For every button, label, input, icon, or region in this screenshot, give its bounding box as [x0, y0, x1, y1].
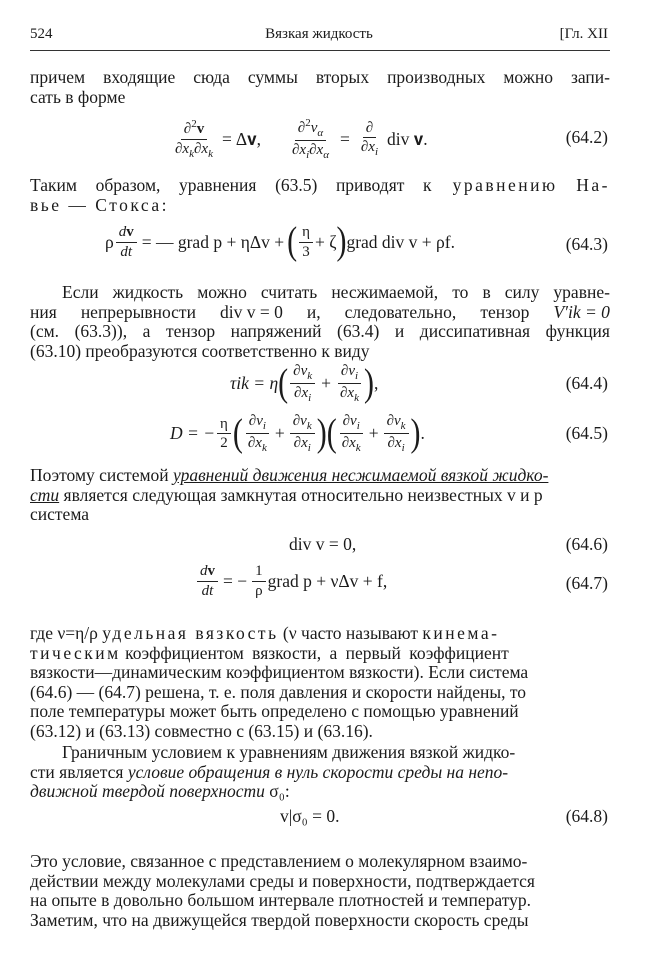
equation-64-8	[30, 806, 610, 828]
paragraph-7-line-2: действии между молекулами среды и поверхности, подтверждается	[30, 870, 535, 891]
equation-64-2	[30, 117, 610, 162]
page-header	[30, 26, 608, 48]
paragraph-5-line-4: (64.6) — (64.7) решена, т. е. поля давления и скорости найдены, то	[30, 681, 526, 702]
fraction: $\frac{\partial^2v_\alpha}{\partial x_i\partial x_\alpha}$	[291, 117, 329, 162]
paragraph-7-line-4: Заметим, что на движущейся твердой поверхности скорость среды	[30, 909, 529, 930]
fraction: $\frac{1}{\rho}$	[252, 563, 266, 599]
equation-64-3-formula: ρ $\frac{dv}{dt}$ = — grad p + ηΔv + ( $\frac{\eta}{3}$ + ζ ) grad div v + ρf.	[105, 219, 455, 263]
equation-number: (64.2)	[565, 127, 608, 147]
page-number: 524	[30, 26, 53, 42]
equation-64-4-formula: τik = η ( $\frac{\partial v_k}{\partial x_i}$ + $\frac{\partial v_i}{\partial x_k}$ ) ,	[230, 361, 379, 405]
paragraph-4-line-3: система	[30, 504, 90, 524]
fraction: $\frac{dv}{dt}$	[116, 224, 137, 260]
paragraph-2-line-1: Таким образом, уравнения (63.5) приводят к уравнению На-	[30, 175, 610, 195]
fraction: $\frac{\partial v_k}{\partial x_i}$	[290, 363, 315, 404]
paragraph-2	[30, 176, 610, 215]
equation-number: (64.6)	[565, 534, 608, 554]
equation-64-5	[30, 413, 610, 453]
paragraph-6	[30, 743, 610, 802]
paragraph-1-line-1: причем входящие сюда суммы вторых производных можно запи-	[30, 67, 610, 87]
equation-64-7-formula: $\frac{dv}{dt}$ = − $\frac{1}{\rho}$ grad p + νΔv + f,	[195, 563, 387, 599]
running-title: Вязкая жидкость	[265, 26, 373, 42]
paragraph-3	[30, 283, 610, 361]
paragraph-5-line-5: поле температуры может быть определено с помощью уравнений	[30, 701, 519, 721]
chapter-label: [Гл. XII	[559, 26, 608, 42]
equation-number: (64.4)	[565, 373, 608, 393]
paragraph-7	[30, 852, 610, 930]
equation-64-6-formula: div v = 0,	[289, 534, 357, 554]
paragraph-3-line-1: Если жидкость можно считать несжимаемой, то в силу уравне-	[62, 282, 610, 302]
fraction: $\frac{\partial v_i}{\partial x_k}$	[339, 413, 364, 454]
paragraph-5-line-1: где ν=η/ρ удельная вязкость (ν часто называют кинема-	[30, 623, 500, 643]
paragraph-1-line-2: сать в форме	[30, 86, 126, 107]
fraction: $\frac{\partial v_k}{\partial x_i}$	[384, 413, 409, 454]
fraction: $\frac{\partial v_i}{\partial x_k}$	[245, 413, 270, 454]
paragraph-6-line-1: Граничным условием к уравнениям движения вязкой жидко-	[62, 742, 516, 762]
equation-number: (64.3)	[565, 234, 608, 254]
paragraph-4-line-1: Поэтому системой уравнений движения несжимаемой вязкой жидко-	[30, 465, 549, 485]
equation-number: (64.5)	[565, 423, 608, 443]
fraction: $\frac{dv}{dt}$	[197, 563, 218, 599]
fraction: $\frac{\eta}{2}$	[217, 416, 231, 452]
header-rule	[30, 50, 610, 51]
equation-64-5-formula: D = − $\frac{\eta}{2}$ ( $\frac{\partial v_i}{\partial x_k}$ + $\frac{\partial v_k}{\partial x_i}$ )( $\frac{\partial v_i}{\partial x_k}$ + $\frac{\partial v_k}{\partial x_i}$ ) .	[170, 411, 425, 455]
equation-64-8-formula: v|σ₀ = 0.	[280, 806, 340, 826]
equation-number: (64.7)	[565, 573, 608, 593]
paragraph-3-line-2: ния непрерывности div v = 0 и, следовательно, тензор V′ik = 0	[30, 301, 610, 322]
paragraph-5-line-3: вязкости—динамическим коэффициентом вязкости). Если система	[30, 662, 529, 682]
equation-number: (64.8)	[565, 806, 608, 826]
fraction: $\frac{\partial}{\partial x_i}$	[360, 119, 379, 159]
paragraph-7-line-3: на опыте в довольно большом интервале плотностей и температур.	[30, 890, 531, 910]
equation-64-3	[30, 219, 610, 264]
equation-64-7	[30, 563, 610, 603]
paragraph-4-line-2: сти является следующая замкнутая относительно неизвестных v и p	[30, 484, 543, 505]
paragraph-2-line-2: вье — Стокса:	[30, 194, 170, 215]
paragraph-5	[30, 624, 610, 741]
fraction: $\frac{\eta}{3}$	[299, 224, 313, 260]
paragraph-4	[30, 466, 610, 525]
paragraph-1	[30, 68, 610, 107]
equation-64-2-formula: $\frac{\partial^2v}{\partial x_k\partial x_k}$ = Δ𝐯, $\frac{\partial^2v_\alpha}{\partial x_i\partial x_\alpha}$ = $\frac{\partial}{\partial x_i}$ div 𝐯.	[170, 117, 428, 161]
paragraph-3-line-4: (63.10) преобразуются соответственно к виду	[30, 340, 370, 361]
fraction: $\frac{\partial v_i}{\partial x_k}$	[337, 363, 362, 404]
paragraph-5-line-2: тическим коэффициентом вязкости, а первый коэффициент	[30, 642, 509, 663]
fraction: $\frac{\partial^2v}{\partial x_k\partial x_k}$	[175, 118, 213, 160]
paragraph-6-line-3: движной твердой поверхности σ₀:	[30, 781, 290, 801]
paragraph-7-line-1: Это условие, связанное с представлением о молекулярном взаимо-	[30, 851, 528, 871]
equation-64-6	[30, 534, 610, 556]
fraction: $\frac{\partial v_k}{\partial x_i}$	[290, 413, 315, 454]
paragraph-5-line-6: (63.12) и (63.13) совместно с (63.15) и (63.16).	[30, 720, 373, 741]
paragraph-3-line-3: (см. (63.3)), а тензор напряжений (63.4) и диссипативная функция	[30, 321, 610, 341]
equation-64-4	[30, 363, 610, 403]
paragraph-6-line-2: сти является условие обращения в нуль скорости среды на непо-	[30, 761, 509, 782]
